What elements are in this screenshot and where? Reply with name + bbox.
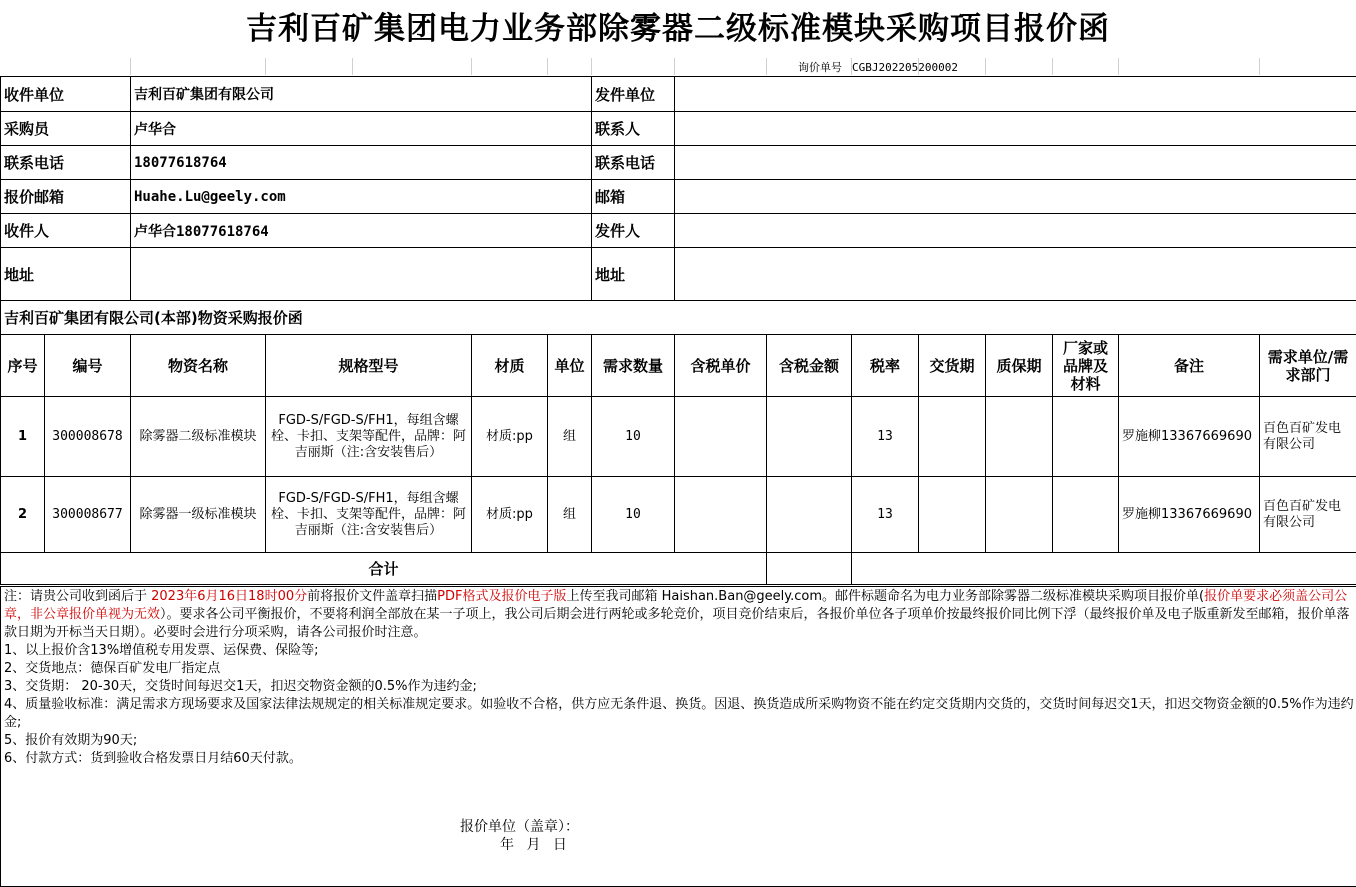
info-row — [1, 146, 1356, 180]
info-label: 邮箱 — [592, 180, 675, 214]
info-value: 卢华合18077618764 — [131, 214, 592, 248]
warning-text: 报价单要求必须盖公司公章，非公章报价单视为无效 — [4, 589, 1347, 622]
cell-remark: 罗施柳13367669690 — [1119, 397, 1260, 477]
cell-qty: 10 — [592, 397, 675, 477]
cell-unit: 组 — [548, 477, 592, 553]
cell-price[interactable] — [675, 397, 767, 477]
column-header: 编号 — [45, 335, 131, 397]
column-header: 序号 — [1, 335, 45, 397]
cell-spec: FGD-S/FGD-S/FH1，每组含螺栓、卡扣、支架等配件，品牌：阿吉丽斯（注:含安装售后） — [266, 477, 472, 553]
column-header: 材质 — [472, 335, 548, 397]
info-value — [675, 214, 1356, 248]
cell-qty: 10 — [592, 477, 675, 553]
column-header: 备注 — [1119, 335, 1260, 397]
info-label: 发件人 — [592, 214, 675, 248]
cell-material: 材质:pp — [472, 397, 548, 477]
info-label: 地址 — [592, 248, 675, 301]
cell-amount[interactable] — [767, 397, 852, 477]
cell-brand[interactable] — [1053, 477, 1119, 553]
note-line: 6、付款方式：货到验收合格发票日月结60天付款。 — [4, 750, 1356, 768]
page-title: 吉利百矿集团电力业务部除雾器二级标准模块采购项目报价函 — [0, 0, 1356, 58]
info-value: 吉利百矿集团有限公司 — [131, 77, 592, 112]
note-line: 5、报价有效期为90天; — [4, 732, 1356, 750]
info-value — [675, 77, 1356, 112]
info-label: 联系人 — [592, 112, 675, 146]
section-title-row — [1, 301, 1356, 335]
cell-remark: 罗施柳13367669690 — [1119, 477, 1260, 553]
cell-tax: 13 — [852, 477, 919, 553]
contact-info-table — [0, 76, 1356, 335]
info-value — [675, 180, 1356, 214]
deadline-text: 2023年6月16日18时00分 — [151, 589, 307, 604]
total-label: 合计 — [1, 553, 767, 585]
cell-code: 300008677 — [45, 477, 131, 553]
inquiry-number-value: CGBJ202205200002 — [852, 59, 958, 76]
notes-text: 上传至我司邮箱 Haishan.Ban@geely.com。邮件标题命名为电力业务部除雾器二级标准模块采购项目报价单( — [566, 589, 1204, 604]
section-title: 吉利百矿集团有限公司(本部)物资采购报价函 — [1, 301, 1356, 335]
column-header: 税率 — [852, 335, 919, 397]
cell-name: 除雾器一级标准模块 — [131, 477, 266, 553]
cell-warranty[interactable] — [986, 477, 1053, 553]
info-value — [675, 146, 1356, 180]
cell-tax: 13 — [852, 397, 919, 477]
info-value — [131, 248, 592, 301]
column-header: 交货期 — [919, 335, 986, 397]
note-line: 2、交货地点：德保百矿发电厂指定点 — [4, 660, 1356, 678]
column-header: 质保期 — [986, 335, 1053, 397]
cell-delivery[interactable] — [919, 397, 986, 477]
notes-intro — [4, 588, 1356, 642]
info-value: 卢华合 — [131, 112, 592, 146]
info-value — [675, 248, 1356, 301]
seal-date: 年 月 日 — [460, 836, 579, 854]
column-header: 单位 — [548, 335, 592, 397]
cell-name: 除雾器二级标准模块 — [131, 397, 266, 477]
note-line: 4、质量验收标准：满足需求方现场要求及国家法律法规规定的相关标准规定要求。如验收不合格，供方应无条件退、换货。因退、换货造成所采购物资不能在约定交货期内交货的，交货时间每迟交1天，扣迟交物资金额的0.5%作为违约金; — [4, 696, 1356, 732]
seal-label: 报价单位（盖章）： — [460, 818, 579, 836]
cell-dept: 百色百矿发电有限公司 — [1260, 397, 1356, 477]
info-value: 18077618764 — [131, 146, 592, 180]
total-rest — [852, 553, 1356, 585]
info-label: 联系电话 — [592, 146, 675, 180]
column-header: 含税金额 — [767, 335, 852, 397]
cell-brand[interactable] — [1053, 397, 1119, 477]
table-header-row — [1, 335, 1356, 397]
cell-amount[interactable] — [767, 477, 852, 553]
cell-no: 1 — [1, 397, 45, 477]
items-table — [0, 334, 1356, 585]
table-row — [1, 477, 1356, 553]
info-value: Huahe.Lu@geely.com — [131, 180, 592, 214]
info-row — [1, 77, 1356, 112]
cell-code: 300008678 — [45, 397, 131, 477]
inquiry-number-label: 询价单号 — [798, 59, 842, 76]
column-header: 物资名称 — [131, 335, 266, 397]
format-text: PDF格式及报价电子版 — [437, 589, 566, 604]
column-header: 厂家或品牌及材料 — [1053, 335, 1119, 397]
notes-text: 注：请贵公司收到函后于 — [4, 589, 151, 604]
cell-warranty[interactable] — [986, 397, 1053, 477]
cell-delivery[interactable] — [919, 477, 986, 553]
notes-block — [0, 586, 1356, 887]
info-label: 发件单位 — [592, 77, 675, 112]
seal-area — [460, 818, 579, 854]
column-header: 需求数量 — [592, 335, 675, 397]
cell-price[interactable] — [675, 477, 767, 553]
total-row — [1, 553, 1356, 585]
info-label: 收件单位 — [1, 77, 131, 112]
info-label: 采购员 — [1, 112, 131, 146]
column-header: 规格型号 — [266, 335, 472, 397]
info-label: 报价邮箱 — [1, 180, 131, 214]
note-line: 1、以上报价含13%增值税专用发票、运保费、保险等; — [4, 642, 1356, 660]
notes-text: 前将报价文件盖章扫描 — [307, 589, 437, 604]
info-row — [1, 180, 1356, 214]
cell-material: 材质:pp — [472, 477, 548, 553]
info-row — [1, 248, 1356, 301]
cell-no: 2 — [1, 477, 45, 553]
notes-text: ）。要求各公司平衡报价，不要将利润全部放在某一子项上，我公司后期会进行两轮或多轮竞价，项目竞价结束后，各报价单位各子项单价按最终报价同比例下浮（最终报价单及电子版重新发至邮箱，报价单落款日期为开标当天日期）。必要时会进行分项采购，请各公司报价时注意。 — [4, 607, 1350, 640]
cell-dept: 百色百矿发电有限公司 — [1260, 477, 1356, 553]
column-header: 需求单位/需求部门 — [1260, 335, 1356, 397]
cell-unit: 组 — [548, 397, 592, 477]
info-label: 收件人 — [1, 214, 131, 248]
info-row — [1, 214, 1356, 248]
info-label: 地址 — [1, 248, 131, 301]
info-label: 联系电话 — [1, 146, 131, 180]
table-row — [1, 397, 1356, 477]
note-line: 3、交货期： 20-30天，交货时间每迟交1天，扣迟交物资金额的0.5%作为违约金; — [4, 678, 1356, 696]
cell-spec: FGD-S/FGD-S/FH1，每组含螺栓、卡扣、支架等配件，品牌：阿吉丽斯（注:含安装售后） — [266, 397, 472, 477]
total-amount[interactable] — [767, 553, 852, 585]
column-header: 含税单价 — [675, 335, 767, 397]
info-value — [675, 112, 1356, 146]
info-row — [1, 112, 1356, 146]
